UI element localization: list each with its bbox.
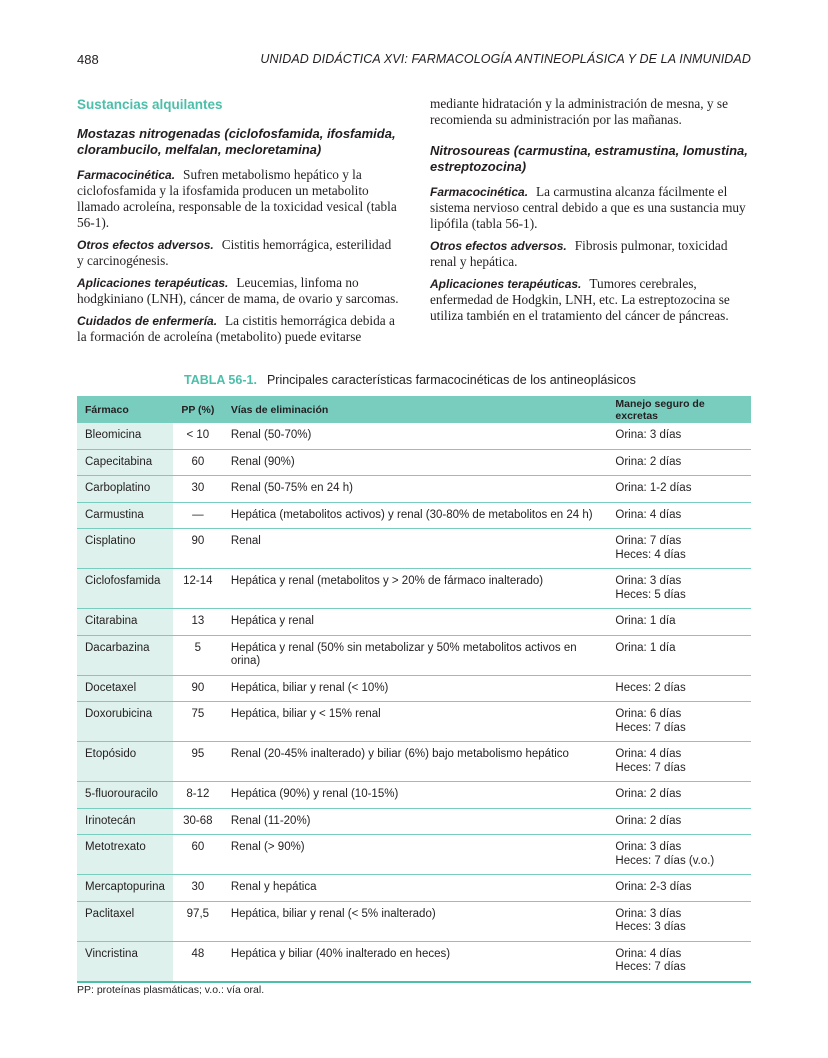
- cell-route: Hepática y renal: [223, 609, 608, 636]
- cell-route: Hepática y biliar (40% inalterado en heces): [223, 941, 608, 982]
- cell-pp: 12-14: [173, 569, 223, 609]
- cell-drug: Paclitaxel: [77, 901, 173, 941]
- label-nitro-aplicaciones: Aplicaciones terapéuticas.: [430, 277, 582, 291]
- cell-drug: Bleomicina: [77, 423, 173, 449]
- page-number: 488: [77, 52, 99, 67]
- cell-route: Renal y hepática: [223, 875, 608, 902]
- table-row: [77, 835, 751, 875]
- excreta-line-2: Heces: 7 días (v.o.): [615, 854, 715, 867]
- cell-drug: Ciclofosfamida: [77, 569, 173, 609]
- excreta-line-1: Orina: 1-2 días: [615, 482, 692, 494]
- cell-route: Hepática, biliar y < 15% renal: [223, 702, 608, 742]
- table-row: [77, 609, 751, 636]
- label-aplicaciones: Aplicaciones terapéuticas.: [77, 276, 229, 290]
- excreta-line-1: Orina: 2 días: [615, 455, 682, 468]
- header-excretas: Manejo seguro de excretas: [607, 396, 751, 423]
- paragraph-cuidados-continued: mediante hidratación y la administración de mesna, y se recomienda su administración por las mañanas.: [430, 96, 728, 127]
- table-row: [77, 901, 751, 941]
- cell-drug: Dacarbazina: [77, 635, 173, 675]
- header-vias: Vías de eliminación: [223, 396, 608, 423]
- header-farmaco: Fármaco: [77, 396, 173, 423]
- cell-route: Renal (50-75% en 24 h): [223, 476, 608, 503]
- excreta-line-1: Orina: 7 días: [615, 535, 682, 547]
- cell-drug: Irinotecán: [77, 808, 173, 835]
- cell-pp: 48: [173, 941, 223, 982]
- excreta-line-1: Orina: 2 días: [615, 788, 682, 800]
- text-aplicaciones: Leucemias, linfoma no hodgkiniano (LNH), cáncer de mama, de ovario y sarcomas.: [77, 275, 399, 306]
- table-row: [77, 808, 751, 835]
- cell-pp: 75: [173, 702, 223, 742]
- cell-drug: Metotrexato: [77, 835, 173, 875]
- cell-excreta: [607, 449, 751, 476]
- cell-excreta: [607, 569, 751, 609]
- excreta-line-1: Orina: 1 día: [615, 615, 676, 627]
- paragraph-cuidados: [77, 313, 401, 345]
- cell-pp: 30: [173, 476, 223, 503]
- cell-route: Hepática y renal (metabolitos y > 20% de fármaco inalterado): [223, 569, 608, 609]
- cell-excreta: [607, 635, 751, 675]
- table-row: [77, 702, 751, 742]
- table-row: [77, 875, 751, 902]
- pharmacokinetics-table: [77, 396, 751, 983]
- cell-excreta: [607, 808, 751, 835]
- cell-route: Hepática (metabolitos activos) y renal (30-80% de metabolitos en 24 h): [223, 502, 608, 529]
- cell-route: Renal (> 90%): [223, 835, 608, 875]
- excreta-line-2: Heces: 7 días: [615, 721, 686, 734]
- cell-excreta: [607, 835, 751, 875]
- label-nitro-farmacocinetica: Farmacocinética.: [430, 185, 529, 199]
- cell-pp: 90: [173, 675, 223, 702]
- cell-pp: 97,5: [173, 901, 223, 941]
- cell-excreta: [607, 609, 751, 636]
- table-row: [77, 675, 751, 702]
- cell-route: Renal (90%): [223, 449, 608, 476]
- text-nitro-efectos: Fibrosis pulmonar, toxicidad renal y hepática.: [430, 238, 728, 269]
- cell-excreta: [607, 782, 751, 809]
- table-row: [77, 423, 751, 449]
- excreta-line-1: Orina: 4 días: [615, 947, 682, 960]
- label-nitro-efectos: Otros efectos adversos.: [430, 239, 567, 253]
- text-farmacocinetica: Sufren metabolismo hepático y la ciclofosfamida y la ifosfamida producen un metabolito llamado acroleína, responsable de la toxicidad vesical (tabla 56-1).: [77, 167, 397, 230]
- cell-excreta: [607, 529, 751, 569]
- cell-drug: Docetaxel: [77, 675, 173, 702]
- cell-route: Hepática y renal (50% sin metabolizar y 50% metabolitos activos en orina): [223, 635, 608, 675]
- paragraph-nitro-efectos: [430, 238, 754, 270]
- cell-excreta: [607, 875, 751, 902]
- cell-pp: < 10: [173, 423, 223, 449]
- table-body: [77, 423, 751, 982]
- cell-pp: 5: [173, 635, 223, 675]
- cell-pp: 8-12: [173, 782, 223, 809]
- paragraph-nitro-farmacocinetica: [430, 184, 754, 232]
- text-nitro-farmacocinetica: La carmustina alcanza fácilmente el sistema nervioso central debido a que es una sustancia muy lipófila (tabla 56-1).: [430, 184, 746, 231]
- cell-excreta: [607, 423, 751, 449]
- cell-pp: 13: [173, 609, 223, 636]
- cell-drug: 5-fluorouracilo: [77, 782, 173, 809]
- cell-route: Renal: [223, 529, 608, 569]
- cell-excreta: [607, 502, 751, 529]
- paragraph-efectos: [77, 237, 401, 269]
- cell-route: Hepática, biliar y renal (< 5% inalterado): [223, 901, 608, 941]
- cell-pp: —: [173, 502, 223, 529]
- excreta-line-1: Orina: 3 días: [615, 907, 682, 920]
- table-row: [77, 782, 751, 809]
- excreta-line-1: Orina: 2 días: [615, 814, 682, 827]
- cell-pp: 60: [173, 835, 223, 875]
- cell-excreta: [607, 476, 751, 503]
- cell-excreta: [607, 742, 751, 782]
- cell-drug: Carboplatino: [77, 476, 173, 503]
- table-row: [77, 449, 751, 476]
- table-row: [77, 635, 751, 675]
- cell-pp: 30: [173, 875, 223, 902]
- cell-excreta: [607, 901, 751, 941]
- cell-drug: Vincristina: [77, 941, 173, 982]
- table-row: [77, 529, 751, 569]
- table-header-row: [77, 396, 751, 423]
- cell-drug: Mercaptopurina: [77, 875, 173, 902]
- cell-drug: Etopósido: [77, 742, 173, 782]
- excreta-line-1: Orina: 3 días: [615, 841, 682, 853]
- table-row: [77, 569, 751, 609]
- excreta-line-1: Orina: 2-3 días: [615, 881, 692, 893]
- subsection-title-mostazas: Mostazas nitrogenadas (ciclofosfamida, ifosfamida, clorambucilo, melfalan, mecloretamina): [77, 126, 396, 157]
- excreta-line-1: Heces: 2 días: [615, 681, 686, 694]
- paragraph-aplicaciones: [77, 275, 401, 307]
- paragraph-farmacocinetica: [77, 167, 401, 231]
- cell-pp: 30-68: [173, 808, 223, 835]
- cell-drug: Carmustina: [77, 502, 173, 529]
- excreta-line-2: Heces: 5 días: [615, 588, 686, 601]
- cell-route: Renal (50-70%): [223, 423, 608, 449]
- running-head: UNIDAD DIDÁCTICA XVI: FARMACOLOGÍA ANTINEOPLÁSICA Y DE LA INMUNIDAD: [260, 52, 751, 66]
- table-footnote: PP: proteínas plasmáticas; v.o.: vía oral.: [77, 984, 265, 996]
- cell-pp: 60: [173, 449, 223, 476]
- excreta-line-1: Orina: 3 días: [615, 575, 682, 587]
- paragraph-nitro-aplicaciones: [430, 276, 754, 324]
- cell-route: Renal (20-45% inalterado) y biliar (6%) bajo metabolismo hepático: [223, 742, 608, 782]
- table-row: [77, 502, 751, 529]
- text-efectos: Cistitis hemorrágica, esterilidad y carcinogénesis.: [77, 237, 392, 268]
- label-farmacocinetica: Farmacocinética.: [77, 168, 176, 182]
- right-column: [430, 96, 754, 330]
- cell-drug: Citarabina: [77, 609, 173, 636]
- cell-route: Renal (11-20%): [223, 808, 608, 835]
- table-number: TABLA 56-1.: [184, 373, 257, 387]
- cell-pp: 90: [173, 529, 223, 569]
- cell-pp: 95: [173, 742, 223, 782]
- label-cuidados: Cuidados de enfermería.: [77, 314, 218, 328]
- cell-drug: Capecitabina: [77, 449, 173, 476]
- excreta-line-1: Orina: 4 días: [615, 748, 682, 760]
- cell-route: Hepática (90%) y renal (10-15%): [223, 782, 608, 809]
- cell-route: Hepática, biliar y renal (< 10%): [223, 675, 608, 702]
- cell-excreta: [607, 941, 751, 982]
- cell-excreta: [607, 675, 751, 702]
- left-column: [77, 96, 401, 351]
- table-caption: [184, 373, 636, 387]
- table-row: [77, 941, 751, 982]
- header-pp: PP (%): [173, 396, 223, 423]
- excreta-line-2: Heces: 4 días: [615, 548, 686, 561]
- excreta-line-1: Orina: 1 día: [615, 641, 676, 654]
- excreta-line-2: Heces: 7 días: [615, 961, 686, 973]
- table-row: [77, 476, 751, 503]
- section-title: Sustancias alquilantes: [77, 97, 223, 112]
- text-nitro-aplicaciones: Tumores cerebrales, enfermedad de Hodgkin, LNH, etc. La estreptozocina se utiliza también en el tratamiento del cáncer de páncreas.: [430, 276, 730, 323]
- cell-drug: Doxorubicina: [77, 702, 173, 742]
- excreta-line-1: Orina: 3 días: [615, 429, 682, 441]
- table-caption-text: Principales características farmacocinéticas de los antineoplásicos: [266, 373, 636, 387]
- cell-drug: Cisplatino: [77, 529, 173, 569]
- table-row: [77, 742, 751, 782]
- cell-excreta: [607, 702, 751, 742]
- excreta-line-1: Orina: 6 días: [615, 708, 682, 720]
- label-efectos: Otros efectos adversos.: [77, 238, 214, 252]
- excreta-line-2: Heces: 3 días: [615, 921, 686, 933]
- subsection-title-nitrosoureas: Nitrosoureas (carmustina, estramustina, lomustina, estreptozocina): [430, 143, 748, 174]
- text-cuidados: La cistitis hemorrágica debida a la formación de acroleína (metabolito) puede evitarse: [77, 313, 395, 344]
- excreta-line-2: Heces: 7 días: [615, 761, 686, 774]
- excreta-line-1: Orina: 4 días: [615, 508, 682, 521]
